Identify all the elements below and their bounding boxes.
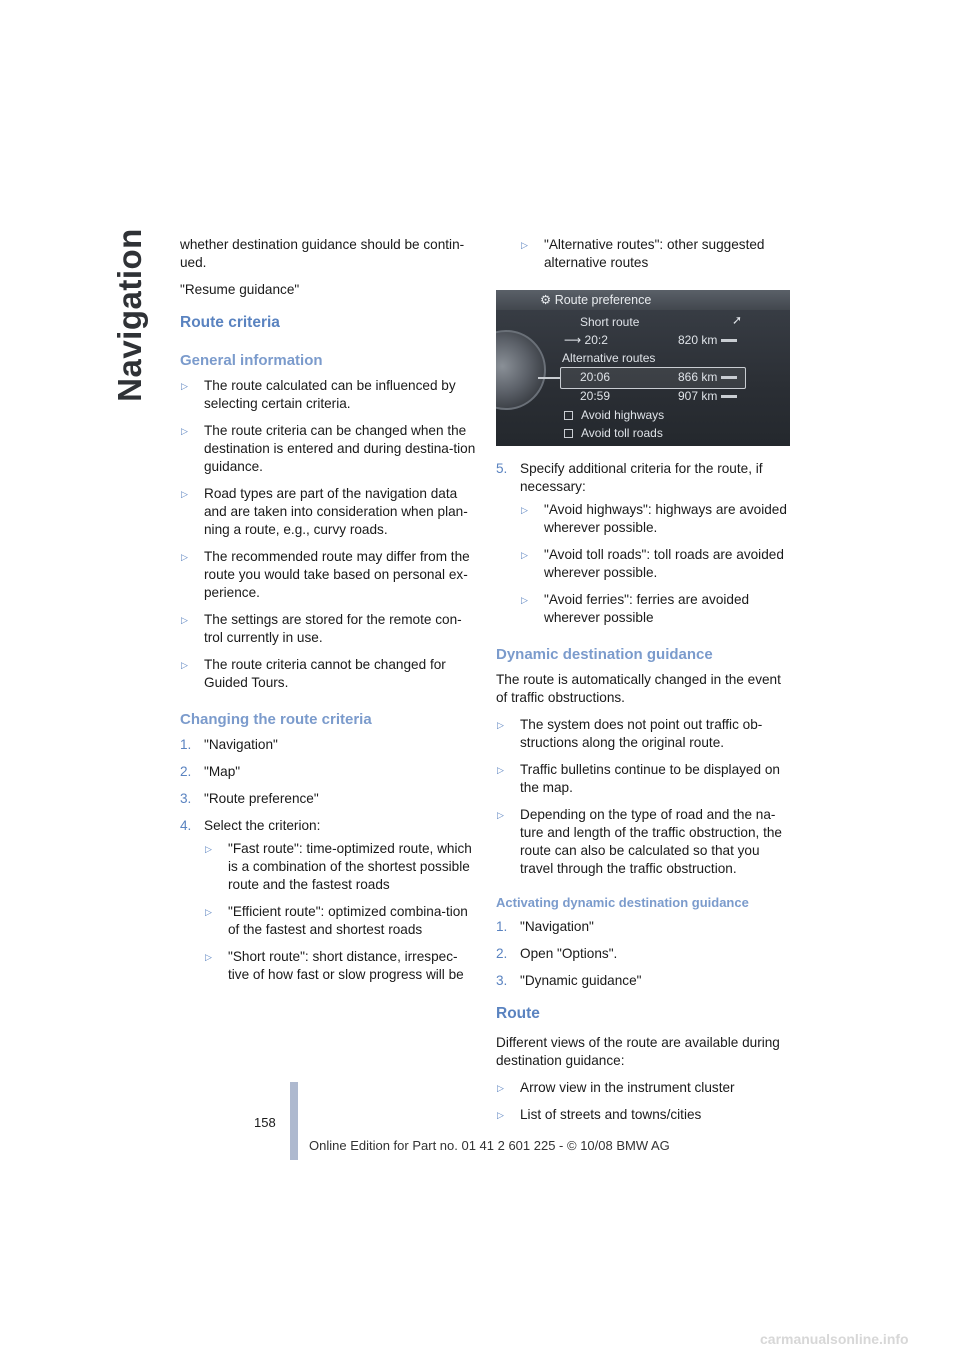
step-item	[496, 460, 792, 627]
step-item	[496, 972, 792, 990]
list-item: ▷ The settings are stored for the remote con-trol currently in use.	[180, 611, 476, 647]
screen-short-time: ⟶ 20:2	[564, 333, 608, 347]
step-number: 2.	[180, 764, 192, 779]
route-preference-icon: ⚙	[540, 293, 555, 307]
step-item	[180, 736, 476, 754]
step-number: 3.	[496, 973, 508, 988]
left-column	[180, 236, 476, 993]
list-item: ▷ "Fast route": time-optimized route, which is a combination of the shortest possible route and the fastest roads	[204, 840, 476, 894]
controller-dial-graphic	[496, 330, 546, 410]
step-text: "Map"	[204, 764, 241, 779]
screen-alt1-time: 20:06	[580, 370, 611, 384]
list-item: ▷ Road types are part of the navigation data and are taken into consideration when plan-ning a route, e.g., curvy roads.	[180, 485, 476, 539]
step-number: 5.	[496, 461, 508, 476]
watermark-text: carmanualsonline.info	[760, 1331, 909, 1347]
step-number: 1.	[180, 737, 192, 752]
route-bar-icon	[721, 376, 737, 379]
step-number: 1.	[496, 919, 508, 934]
heading-route: Route	[496, 1005, 540, 1022]
list-item: ▷ "Avoid highways": highways are avoided wherever possible.	[520, 501, 792, 537]
heading-activating-dynamic: Activating dynamic destination guidance	[496, 895, 749, 910]
heading-route-criteria: Route criteria	[180, 314, 280, 331]
footer-accent-bar	[290, 1082, 298, 1160]
step-text: "Dynamic guidance"	[520, 973, 642, 988]
route-intro-paragraph: Different views of the route are available during destination guidance:	[496, 1035, 780, 1068]
edit-icon: ➚	[732, 313, 743, 327]
screen-avoid-toll: Avoid toll roads	[564, 425, 663, 441]
step-text: Open "Options".	[520, 946, 618, 961]
additional-criteria-list	[520, 501, 792, 627]
step-text: "Navigation"	[204, 737, 278, 752]
checkbox-icon	[564, 429, 573, 438]
list-item: ▷ The route calculated can be influenced by selecting certain criteria.	[180, 377, 476, 413]
screen-alt-header: Alternative routes	[562, 351, 656, 365]
dynamic-list	[496, 716, 792, 878]
resume-guidance-text: "Resume guidance"	[180, 282, 300, 297]
screen-alt2-time: 20:59	[580, 389, 611, 403]
screen-short-dist: 820 km	[678, 332, 737, 348]
screen-short-route: Short route	[580, 315, 640, 329]
list-item: ▷ Traffic bulletins continue to be displayed on the map.	[496, 761, 792, 797]
heading-dynamic-guidance: Dynamic destination guidance	[496, 646, 713, 663]
changing-steps-list	[180, 736, 476, 984]
list-item: ▷ The system does not point out traffic ob-structions along the original route.	[496, 716, 792, 752]
section-title-text: Navigation	[111, 228, 148, 402]
criteria-list	[204, 840, 476, 984]
step-number: 4.	[180, 818, 192, 833]
step-text: Specify additional criteria for the route, if necessary:	[520, 461, 763, 494]
list-item: ▷ The recommended route may differ from the route you would take based on personal ex-perience.	[180, 548, 476, 602]
activating-steps-list	[496, 918, 792, 990]
step-item	[180, 763, 476, 781]
list-item: ▷ The route criteria cannot be changed for Guided Tours.	[180, 656, 476, 692]
intro-paragraph: whether destination guidance should be contin-ued.	[180, 237, 465, 270]
step-item	[496, 945, 792, 963]
list-item: ▷ Arrow view in the instrument cluster	[496, 1079, 792, 1097]
step-number: 3.	[180, 791, 192, 806]
list-item: ▷ "Avoid ferries": ferries are avoided wherever possible	[520, 591, 792, 627]
list-item: ▷ "Short route": short distance, irrespec-tive of how fast or slow progress will be	[204, 948, 476, 984]
route-views-list	[496, 1079, 792, 1124]
step-item	[496, 918, 792, 936]
step-five-list	[496, 460, 792, 627]
step-text: "Navigation"	[520, 919, 594, 934]
criteria-list-continued	[520, 236, 792, 272]
heading-general-information: General information	[180, 352, 323, 369]
page-number: 158	[254, 1115, 276, 1130]
step-text: "Route preference"	[204, 791, 319, 806]
step-item	[180, 790, 476, 808]
list-item: ▷ The route criteria can be changed when the destination is entered and during destina-tion guidance.	[180, 422, 476, 476]
route-bar-icon	[721, 339, 737, 342]
step-text: Select the criterion:	[204, 818, 321, 833]
list-item: ▷ List of streets and towns/cities	[496, 1106, 792, 1124]
section-side-title	[108, 230, 152, 400]
heading-changing-route-criteria: Changing the route criteria	[180, 711, 372, 728]
general-info-list	[180, 377, 476, 692]
list-item: ▷ "Alternative routes": other suggested alternative routes	[520, 236, 792, 272]
screen-alt2-dist: 907 km	[678, 388, 737, 404]
screen-title: ⚙ Route preference	[540, 293, 652, 307]
dynamic-intro-paragraph: The route is automatically changed in the event of traffic obstructions.	[496, 672, 781, 705]
right-column	[496, 236, 792, 1133]
footer-edition-text: Online Edition for Part no. 01 41 2 601 225 - © 10/08 BMW AG	[309, 1138, 670, 1153]
list-item: ▷ "Avoid toll roads": toll roads are avoided wherever possible.	[520, 546, 792, 582]
list-item: ▷ Depending on the type of road and the na-ture and length of the traffic obstruction, the route can also be calculated so that you travel through the traffic obstruction.	[496, 806, 792, 878]
checkbox-icon	[564, 411, 573, 420]
screen-avoid-highways: Avoid highways	[564, 407, 664, 423]
step-item	[180, 817, 476, 984]
pointer-line	[538, 377, 560, 379]
route-bar-icon	[721, 395, 737, 398]
step-number: 2.	[496, 946, 508, 961]
idrive-screen-image	[496, 290, 790, 446]
list-item: ▷ "Efficient route": optimized combina-tion of the fastest and shortest roads	[204, 903, 476, 939]
route-flag-icon: ⟶	[564, 333, 585, 347]
screen-alt1-dist: 866 km	[678, 369, 737, 385]
